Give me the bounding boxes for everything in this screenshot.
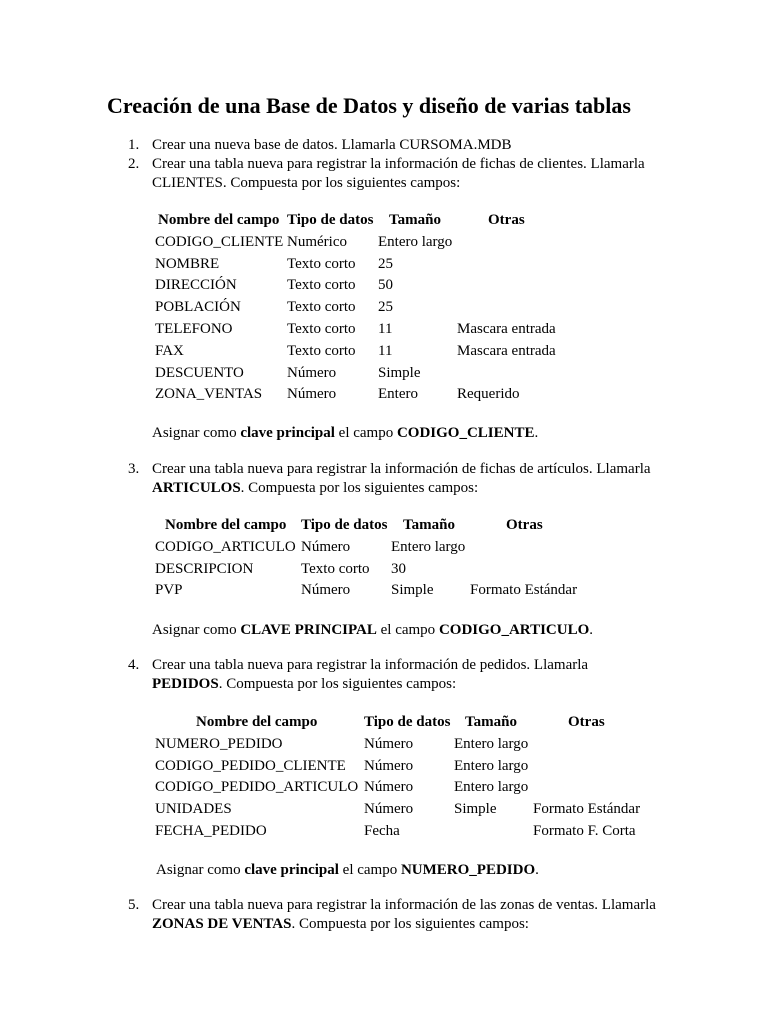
cell-tamano: Entero largo [391, 538, 466, 555]
cell-campo: ZONA_VENTAS [155, 386, 263, 403]
item-line: Crear una tabla nueva para registrar la información de las zonas de ventas. Llamarla [152, 897, 656, 913]
cell-tamano: 50 [378, 277, 393, 294]
cell-tipo: Número [301, 582, 351, 599]
item-text [152, 460, 692, 498]
table-name: ZONAS DE VENTAS [152, 916, 292, 932]
header-otras: Otras [568, 714, 605, 730]
cell-tipo: Texto corto [287, 320, 356, 337]
cell-campo: FAX [155, 342, 184, 359]
assign-text: el campo [338, 862, 401, 878]
cell-otras: Formato Estándar [533, 801, 641, 818]
assign-key-pedidos [156, 861, 539, 880]
header-tamano: Tamaño [389, 212, 441, 228]
cell-tamano: Entero largo [378, 233, 453, 250]
cell-tipo: Fecha [364, 822, 400, 839]
page-title: Creación de una Base de Datos y diseño de varias tablas [107, 93, 631, 118]
item-line [152, 479, 692, 498]
item-line: Crear una nueva base de datos. Llamarla CURSOMA.MDB [152, 137, 512, 153]
cell-campo: PVP [155, 582, 183, 599]
item-text [152, 656, 692, 694]
header-otras: Otras [488, 212, 525, 228]
cell-tamano: Simple [378, 364, 421, 381]
cell-tamano: Entero [378, 386, 418, 403]
assign-key-articulos [152, 621, 593, 640]
item-number: 2. [128, 156, 140, 172]
item-number: 4. [128, 657, 140, 673]
item-line [152, 675, 692, 694]
cell-tipo: Texto corto [301, 560, 370, 577]
cell-tipo: Texto corto [287, 342, 356, 359]
cell-tipo: Número [364, 757, 414, 774]
cell-tipo: Número [301, 538, 351, 555]
item-line-rest: . Compuesta por los siguientes campos: [291, 916, 529, 932]
header-tipo: Tipo de datos [287, 212, 374, 228]
cell-tipo: Número [364, 779, 414, 796]
item-line: CLIENTES. Compuesta por los siguientes campos: [152, 175, 461, 191]
assign-field: CODIGO_CLIENTE [396, 425, 535, 441]
item-number: 1. [128, 137, 140, 153]
cell-campo: FECHA_PEDIDO [155, 822, 267, 839]
item-line: Crear una tabla nueva para registrar la información de fichas de artículos. Llamarla [152, 461, 651, 477]
assign-text: . [535, 862, 539, 878]
assign-text: . [534, 425, 539, 441]
assign-key-clientes [152, 424, 538, 443]
table-name: ARTICULOS [152, 480, 241, 496]
item-number: 3. [128, 461, 140, 477]
cell-campo: UNIDADES [155, 801, 232, 818]
cell-tipo: Número [287, 386, 337, 403]
header-tipo: Tipo de datos [301, 517, 388, 533]
cell-campo: CODIGO_ARTICULO [155, 538, 296, 555]
header-campo: Nombre del campo [196, 714, 318, 730]
cell-tipo: Número [287, 364, 337, 381]
cell-otras: Requerido [457, 386, 520, 403]
header-tamano: Tamaño [403, 517, 455, 533]
assign-field: CODIGO_ARTICULO [438, 622, 590, 638]
cell-campo: POBLACIÓN [155, 299, 241, 316]
item-line: Crear una tabla nueva para registrar la información de fichas de clientes. Llamarla [152, 156, 645, 172]
cell-tamano: 30 [391, 560, 406, 577]
cell-campo: DESCUENTO [155, 364, 244, 381]
header-campo: Nombre del campo [158, 212, 280, 228]
header-campo: Nombre del campo [165, 517, 287, 533]
cell-campo: NUMERO_PEDIDO [155, 735, 283, 752]
cell-tipo: Texto corto [287, 255, 356, 272]
assign-text: . [589, 622, 594, 638]
cell-tamano: 11 [378, 342, 393, 359]
cell-tamano: Simple [391, 582, 434, 599]
assign-text: Asignar como [152, 425, 241, 441]
header-tipo: Tipo de datos [364, 714, 451, 730]
cell-campo: DESCRIPCION [155, 560, 254, 577]
cell-tipo: Texto corto [287, 299, 356, 316]
assign-bold: CLAVE PRINCIPAL [240, 622, 377, 638]
item-text [152, 136, 692, 155]
table-name: PEDIDOS [152, 676, 219, 692]
cell-otras: Formato F. Corta [533, 822, 636, 839]
cell-tipo: Numérico [287, 233, 347, 250]
item-number: 5. [128, 897, 140, 913]
cell-campo: CODIGO_CLIENTE [155, 233, 284, 250]
assign-bold: clave principal [240, 425, 335, 441]
header-otras: Otras [506, 517, 543, 533]
cell-campo: NOMBRE [155, 255, 220, 272]
cell-tipo: Número [364, 735, 414, 752]
cell-otras: Mascara entrada [457, 342, 556, 359]
cell-campo: CODIGO_PEDIDO_CLIENTE [155, 757, 346, 774]
cell-campo: TELEFONO [155, 320, 233, 337]
assign-bold: clave principal [244, 862, 339, 878]
cell-tamano: Entero largo [454, 735, 529, 752]
cell-tamano: 11 [378, 320, 393, 337]
cell-otras: Formato Estándar [470, 582, 578, 599]
item-line-rest: . Compuesta por los siguientes campos: [218, 676, 457, 692]
cell-tipo: Texto corto [287, 277, 356, 294]
item-line: Crear una tabla nueva para registrar la información de pedidos. Llamarla [152, 657, 589, 673]
cell-tamano: Entero largo [454, 779, 529, 796]
assign-text: Asignar como [152, 622, 241, 638]
assign-text: el campo [334, 425, 397, 441]
cell-tipo: Número [364, 801, 414, 818]
assign-text: el campo [376, 622, 439, 638]
assign-text: Asignar como [156, 862, 245, 878]
item-line [152, 915, 692, 934]
cell-tamano: Entero largo [454, 757, 529, 774]
item-line-rest: . Compuesta por los siguientes campos: [240, 480, 479, 496]
cell-tamano: 25 [378, 255, 393, 272]
cell-tamano: Simple [454, 801, 497, 818]
header-tamano: Tamaño [465, 714, 517, 730]
item-text [152, 896, 692, 934]
item-text [152, 155, 692, 193]
cell-tamano: 25 [378, 299, 393, 316]
cell-campo: DIRECCIÓN [155, 277, 237, 294]
cell-campo: CODIGO_PEDIDO_ARTICULO [155, 779, 359, 796]
assign-field: NUMERO_PEDIDO [400, 862, 536, 878]
cell-otras: Mascara entrada [457, 320, 556, 337]
